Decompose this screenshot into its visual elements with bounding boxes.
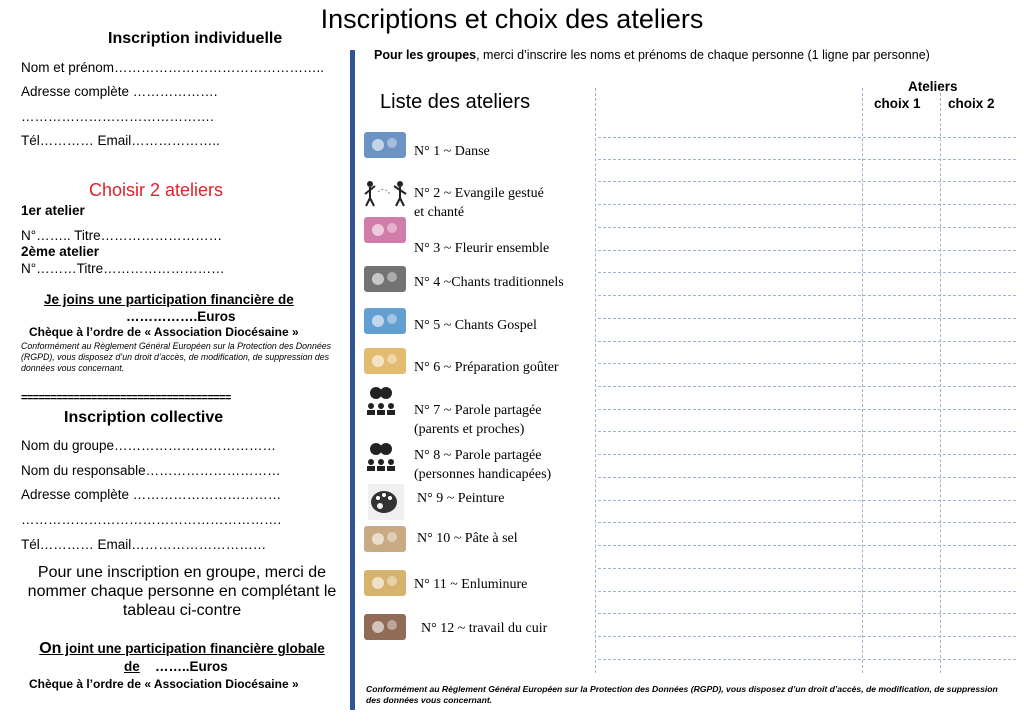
gospel-icon: [364, 306, 404, 336]
payment-line: Je joins une participation financière de: [44, 292, 294, 307]
workshop-item: [414, 273, 564, 292]
grid-row-line: [598, 613, 1016, 614]
first-workshop-field[interactable]: N°…….. Titre………………………: [21, 228, 223, 243]
grid-choice2-border: [940, 88, 941, 673]
workshop-item: [414, 358, 559, 377]
workshop-item: [414, 446, 551, 484]
grid-row-line: [598, 636, 1016, 637]
grid-row-line: [598, 522, 1016, 523]
individual-address2-field[interactable]: …………………………………….: [21, 109, 214, 124]
rgpd-footnote: Conformément au Règlement Général Européen sur la Protection des Données (RGPD), vous disposez d’un droit d’accès, de modification, de suppression des données vous concernant.: [366, 684, 998, 705]
gesture-icon: [364, 180, 404, 210]
second-workshop-label: 2ème atelier: [21, 244, 100, 259]
grid-row-line: [598, 591, 1016, 592]
workshop-item: [414, 184, 544, 222]
palette-icon: [364, 484, 404, 514]
individual-address-field[interactable]: Adresse complète ……………….: [21, 84, 218, 99]
workshop-title: N° 6 ~ Préparation goûter: [414, 360, 559, 375]
grid-row-line: [598, 386, 1016, 387]
column-divider: [350, 50, 355, 710]
page-title: Inscriptions et choix des ateliers: [320, 4, 704, 34]
grid-row-line: [598, 454, 1016, 455]
workshop-subtitle: et chanté: [414, 205, 465, 220]
workshop-title: N° 12 ~ travail du cuir: [421, 621, 548, 636]
talk-group-icon: [364, 442, 404, 472]
grid-left-border: [595, 88, 596, 673]
workshop-title: N° 1 ~ Danse: [414, 144, 490, 159]
collective-cheque: Chèque à l’ordre de « Association Diocésaine »: [29, 677, 299, 691]
grid-row-line: [598, 431, 1016, 432]
grid-row-line: [598, 181, 1016, 182]
workshop-subtitle: (personnes handicapées): [414, 467, 552, 482]
grid-row-line: [598, 137, 1016, 138]
grid-row-line: [598, 545, 1016, 546]
workshop-title: N° 3 ~ Fleurir ensemble: [414, 241, 550, 256]
choice1-heading: choix 1: [874, 96, 921, 111]
dance-icon: [364, 130, 404, 160]
workshop-item: [414, 142, 490, 161]
workshop-title: N° 5 ~ Chants Gospel: [414, 318, 537, 333]
workshop-item: [417, 529, 518, 548]
grid-row-line: [598, 363, 1016, 364]
first-workshop-label: 1er atelier: [21, 203, 85, 218]
grid-row-line: [598, 295, 1016, 296]
workshop-title: N° 7 ~ Parole partagée: [414, 403, 542, 418]
payment-rest: joint une participation financière globale: [61, 641, 325, 656]
grid-row-line: [598, 318, 1016, 319]
collective-heading: Inscription collective: [64, 409, 224, 426]
workshop-subtitle: (parents et proches): [414, 422, 525, 437]
grid-row-line: [598, 409, 1016, 410]
groups-bold: Pour les groupes: [374, 48, 477, 62]
payment-on: On: [39, 640, 62, 657]
workshop-item: [417, 489, 504, 508]
grid-row-line: [598, 227, 1016, 228]
illumination-icon: [364, 568, 404, 598]
choice2-heading: choix 2: [948, 96, 995, 111]
collective-address-field[interactable]: Adresse complète ……………………………: [21, 487, 282, 502]
grid-row-line: [598, 341, 1016, 342]
workshop-title: N° 2 ~ Evangile gestué: [414, 186, 544, 201]
leather-icon: [364, 612, 404, 642]
singer-icon: [364, 264, 404, 294]
workshop-item: [421, 619, 547, 638]
payment-cheque: Chèque à l’ordre de « Association Diocésaine »: [29, 325, 299, 339]
second-workshop-field[interactable]: N°………Titre………………………: [21, 261, 225, 276]
grid-row-line: [598, 272, 1016, 273]
groups-rest: , merci d’inscrire les noms et prénoms de chaque personne (1 ligne par personne): [476, 48, 930, 62]
grid-row-line: [598, 250, 1016, 251]
workshop-item: [414, 239, 549, 258]
workshop-item: [414, 401, 541, 439]
payment-de: de: [124, 659, 140, 674]
payment-amount-field[interactable]: …………….Euros: [126, 309, 236, 324]
workshop-item: [414, 316, 537, 335]
grid-row-line: [598, 159, 1016, 160]
talk-group-icon: [364, 386, 404, 416]
ateliers-heading: Ateliers: [908, 79, 958, 94]
workshop-item: [414, 575, 527, 594]
manager-name-field[interactable]: Nom du responsable…………………………: [21, 463, 281, 478]
workshop-title: N° 10 ~ Pâte à sel: [417, 531, 518, 546]
group-name-field[interactable]: Nom du groupe………………………………: [21, 438, 277, 453]
grid-row-line: [598, 204, 1016, 205]
individual-contact-field[interactable]: Tél………… Email………………..: [21, 133, 220, 148]
collective-address2-field[interactable]: ………………………………………………….: [21, 512, 282, 527]
collective-amount-field[interactable]: ……..Euros: [155, 659, 228, 674]
separator: ====================================: [21, 392, 231, 404]
grid-choice1-border: [862, 88, 863, 673]
workshop-title: N° 8 ~ Parole partagée: [414, 448, 542, 463]
groups-instruction: [374, 48, 930, 62]
individual-heading: Inscription individuelle: [108, 30, 283, 47]
individual-name-field[interactable]: Nom et prénom………………………………………..: [21, 60, 325, 75]
payment-rgpd-note: Conformément au Règlement Général Européen sur la Protection des Données (RGPD), vous disposez d’un droit d’accès, de modification, de suppression des données vous concernant.: [21, 341, 332, 373]
collective-payment-line: [21, 640, 343, 658]
workshop-title: N° 11 ~ Enluminure: [414, 577, 528, 592]
collective-note: Pour une inscription en groupe, merci de nommer chaque personne en complétant le tableau ci-contre: [27, 564, 337, 619]
workshops-list-heading: Liste des ateliers: [380, 91, 531, 113]
grid-row-line: [598, 659, 1016, 660]
grid-row-line: [598, 568, 1016, 569]
grid-row-line: [598, 500, 1016, 501]
workshop-title: N° 9 ~ Peinture: [417, 491, 505, 506]
workshop-title: N° 4 ~Chants traditionnels: [414, 275, 564, 290]
salt-dough-icon: [364, 524, 404, 554]
snack-icon: [364, 346, 404, 376]
collective-contact-field[interactable]: Tél………… Email…………………………: [21, 537, 267, 552]
flowers-icon: [364, 215, 404, 245]
choose-heading: Choisir 2 ateliers: [89, 180, 224, 200]
grid-row-line: [598, 477, 1016, 478]
